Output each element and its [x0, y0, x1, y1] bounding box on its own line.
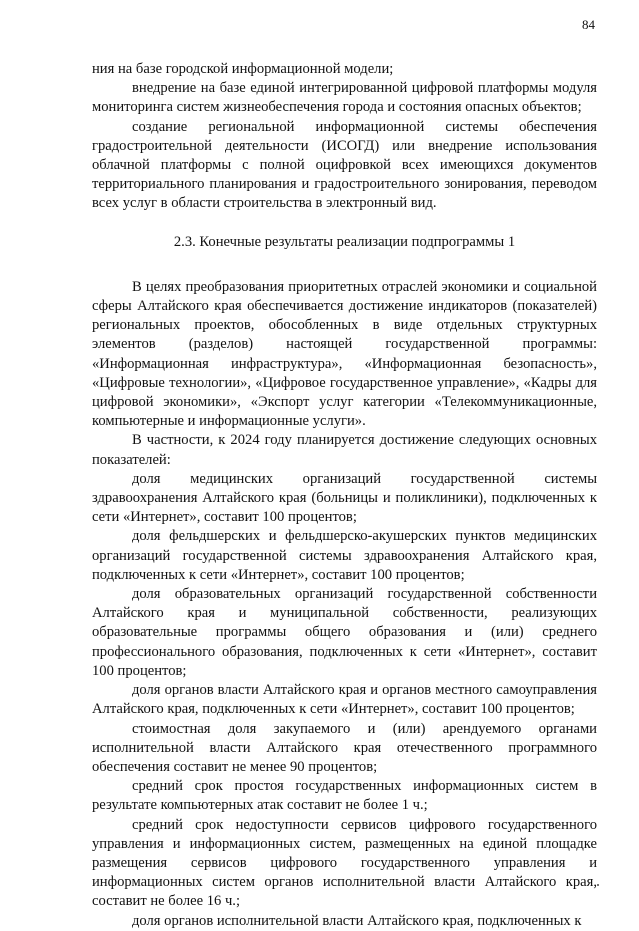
list-item: стоимостная доля закупаемого и (или) арендуемого органами исполнительной власти Алтайского края отечественного программного обеспечения составит не менее 90 процентов; — [92, 720, 597, 775]
list-item: доля медицинских организаций государственной системы здравоохранения Алтайского края (больницы и поликлиники), подключенных к сети «Интернет», составит 100 процентов; — [92, 470, 597, 526]
section-heading: 2.3. Конечные результаты реализации подпрограммы 1 — [173, 233, 516, 250]
document-body — [92, 60, 597, 931]
list-item: доля органов власти Алтайского края и органов местного самоуправления Алтайского края, подключенных к сети «Интернет», составит 100 процентов; — [92, 682, 597, 718]
paragraph: ния на базе городской информационной модели; — [92, 61, 394, 77]
paragraph: внедрение на базе единой интегрированной цифровой платформы модуля мониторинга систем жизнеобеспечения города и состояния опасных объектов; — [92, 80, 597, 116]
list-item: доля органов исполнительной власти Алтайского края, подключенных к — [132, 912, 582, 929]
page-number: 84 — [582, 17, 595, 32]
list-item: доля фельдшерских и фельдшерско-акушерских пунктов медицинских организаций государственной системы здравоохранения Алтайского края, подключенных к сети «Интернет», составит 100 процентов; — [92, 528, 597, 583]
scan-speck — [597, 884, 599, 886]
list-item: доля образовательных организаций государственной собственности Алтайского края и муниципальной собственности, реализующих образовательные программы общего образования и (или) среднего профессионального образования, подключенных к сети «Интернет», составит 100 процентов; — [92, 586, 597, 679]
paragraph: В частности, к 2024 году планируется достижение следующих основных показателей: — [92, 432, 597, 468]
paragraph: создание региональной информационной системы обеспечения градостроительной деятельности (ИСОГД) или внедрение использования облачной платформы с полной оцифровкой всех имеющихся документов территориального планирования и градостроительного зонирования, переводом всех услуг в области строительства в электронный вид. — [92, 118, 597, 212]
paragraph: В целях преобразования приоритетных отраслей экономики и социальной сферы Алтайского края обеспечивается достижение индикаторов (показателей) региональных проектов, обособленных в виде отдельных структурных элементов (разделов) настоящей государственной программы: «Информационная инфраструктура», «Информационная безопасность», «Цифровые технологии», «Цифровое государственное управление», «Кадры для цифровой экономики», «Экспорт услуг категории «Телекоммуникационные, компьютерные и информационные услуги». — [92, 278, 597, 430]
list-item: средний срок недоступности сервисов цифрового государственного управления и информационных систем, размещенных на единой площадке размещения сервисов цифрового государственного управления и информационных систем органов исполнительной власти Алтайского края, составит не более 16 ч.; — [92, 816, 597, 910]
list-item: средний срок простоя государственных информационных систем в результате компьютерных атак составит не более 1 ч.; — [92, 778, 597, 814]
